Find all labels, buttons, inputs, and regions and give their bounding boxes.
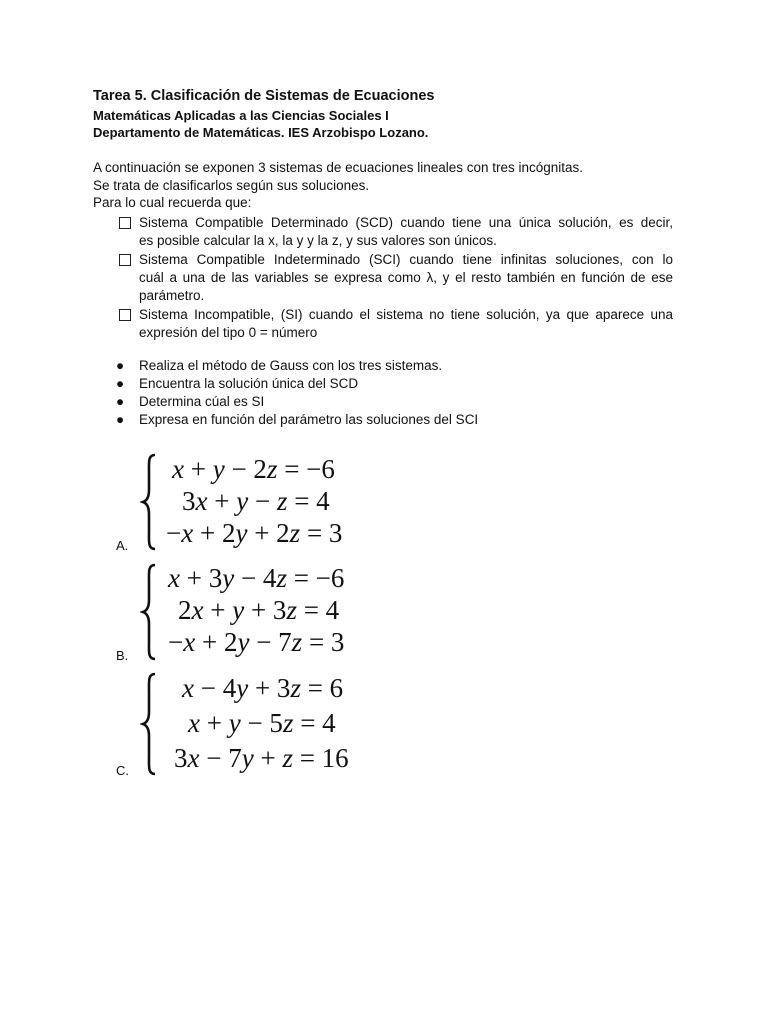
task-text: Determina cúal es SI [139,394,265,409]
system-b [116,562,436,664]
checklist-text: parámetro. [139,288,205,303]
intro-line: A continuación se exponen 3 sistemas de ecuaciones lineales con tres incógnitas. [93,160,584,175]
checkbox-icon[interactable] [119,254,131,266]
bullet-icon: ● [116,394,125,409]
equation: x + y − 2z = −6 [172,454,335,484]
system-label: B. [116,648,129,663]
bullet-icon: ● [116,358,125,373]
equation: −x + 2y − 7z = 3 [168,627,345,657]
checklist-text: cuál a una de las variables se expresa como λ, y el resto también en función de ese [139,270,673,285]
task-text: Encuentra la solución única del SCD [139,376,359,391]
checklist-text: Sistema Compatible Indeterminado (SCI) cuando tiene infinitas soluciones, con lo [139,252,673,267]
intro-line: Se trata de clasificarlos según sus soluciones. [93,177,370,193]
system-c [116,671,436,781]
left-brace-icon [140,562,164,662]
equation: −x + 2y + 2z = 3 [166,518,343,548]
equation: x + y − 5z = 4 [188,708,336,738]
checklist-text: Sistema Incompatible, (SI) cuando el sistema no tiene solución, ya que aparece una [139,307,673,322]
intro-line: Para lo cual recuerda que: [93,195,252,210]
left-brace-icon [140,452,164,552]
checklist-text: expresión del tipo 0 = número [139,325,318,340]
checkbox-icon[interactable] [119,309,131,321]
equation: 3x + y − z = 4 [182,486,330,516]
course-subtitle: Matemáticas Aplicadas a las Ciencias Sociales I [93,108,389,123]
equation: x + 3y − 4z = −6 [168,563,345,593]
task-text: Realiza el método de Gauss con los tres sistemas. [139,358,443,373]
system-label: A. [116,538,129,553]
bullet-icon: ● [116,412,125,427]
equation: 3x − 7y + z = 16 [174,743,349,773]
system-a [116,452,436,554]
checkbox-icon[interactable] [119,217,131,229]
bullet-icon: ● [116,376,125,391]
department-subtitle: Departamento de Matemáticas. IES Arzobispo Lozano. [93,125,429,140]
intro-paragraph [93,159,583,212]
left-brace-icon [140,671,164,777]
checklist-text: Sistema Compatible Determinado (SCD) cuando tiene una única solución, es decir, [139,215,673,230]
equation: x − 4y + 3z = 6 [182,673,344,703]
equation: 2x + y + 3z = 4 [178,595,340,625]
checklist-text: es posible calcular la x, la y y la z, y sus valores son únicos. [139,233,497,248]
system-label: C. [116,763,129,778]
task-text: Expresa en función del parámetro las soluciones del SCI [139,412,479,427]
document-title: Tarea 5. Clasificación de Sistemas de Ecuaciones [93,88,435,104]
